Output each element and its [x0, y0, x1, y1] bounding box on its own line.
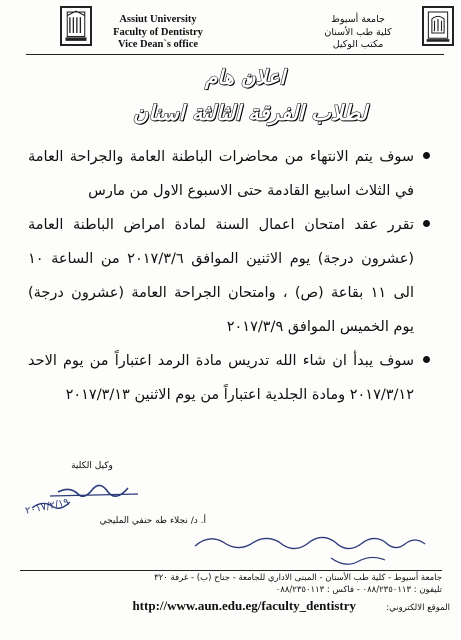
handwritten-signature — [20, 466, 200, 518]
bullet-icon — [423, 152, 430, 159]
footer-address: جامعة أسيوط - كلية طب الأسنان - المبنى الاداري للجامعة - جناح (ب) - غرفة ٣٢٠ — [154, 573, 442, 583]
university-logo-icon — [60, 6, 92, 46]
letterhead-divider — [26, 54, 444, 55]
footer-divider — [20, 570, 442, 571]
footer-website-label: الموقع الالكتروني: — [386, 603, 450, 613]
letterhead-english — [98, 14, 218, 52]
announcement-item-text: تقرر عقد امتحان اعمال السنة لمادة امراض الباطنة العامة (عشرون درجة) يوم الاثنين الموافق ٢٠١٧/٣/٦ من الساعة ١٠ الى ١١ بقاعة (ص) ، وامتحان الجراحة العامة (عشرون درجة) يوم الخميس الموافق ٢٠١٧/٣/٩ — [28, 217, 415, 335]
announcement-subtitle: لطلاب الفرقة الثالثة اسنان — [132, 100, 368, 125]
signatory-title: وكيل الكلية — [71, 461, 113, 471]
signatory-name: أ. د/ نجلاء طه حنفي المليجي — [99, 516, 206, 526]
announcement-title: اعلان هام — [204, 65, 286, 89]
university-name-en: Assiut University — [119, 14, 197, 25]
announcement-item — [28, 208, 428, 344]
footer-website-link[interactable]: http://www.aun.edu.eg/faculty_dentistry — [132, 598, 356, 613]
faculty-name-en: Faculty of Dentistry — [113, 26, 203, 38]
announcement-item — [28, 140, 428, 208]
bullet-icon — [423, 220, 430, 227]
office-name-en: Vice Dean`s office — [117, 39, 199, 50]
bullet-icon — [423, 356, 430, 363]
letterhead-arabic — [300, 14, 416, 52]
faculty-name-ar: كلية طب الأسنان — [324, 26, 392, 38]
handwritten-note — [175, 530, 445, 570]
faculty-logo-icon — [422, 6, 454, 46]
announcement-body — [28, 140, 428, 412]
handwritten-date: ٢٠١٧/٢/١٩ — [24, 496, 70, 517]
university-name-ar: جامعة أسيوط — [331, 14, 385, 25]
announcement-item-text: سوف يتم الانتهاء من محاضرات الباطنة العامة والجراحة العامة في الثلاث اسابيع القادمة حتى الاسبوع الاول من مارس — [28, 149, 414, 199]
office-name-ar: مكتب الوكيل — [332, 39, 384, 50]
announcement-item — [28, 344, 428, 412]
announcement-item-text: سوف يبدأ ان شاء الله تدريس مادة الرمد اعتباراً من يوم الاحد ٢٠١٧/٣/١٢ ومادة الجلدية اعتباراً من يوم الاثنين ٢٠١٧/٣/١٣ — [28, 353, 414, 403]
footer-phone: تليفون : ٠٨٨/٢٣٥٠١١٣ - فاكس : ٠٨٨/٢٣٥٠١١٣ — [275, 585, 442, 595]
handwritten-note-text: يعلن للطلاب ع الموقع الإلكتروني — [175, 530, 189, 531]
